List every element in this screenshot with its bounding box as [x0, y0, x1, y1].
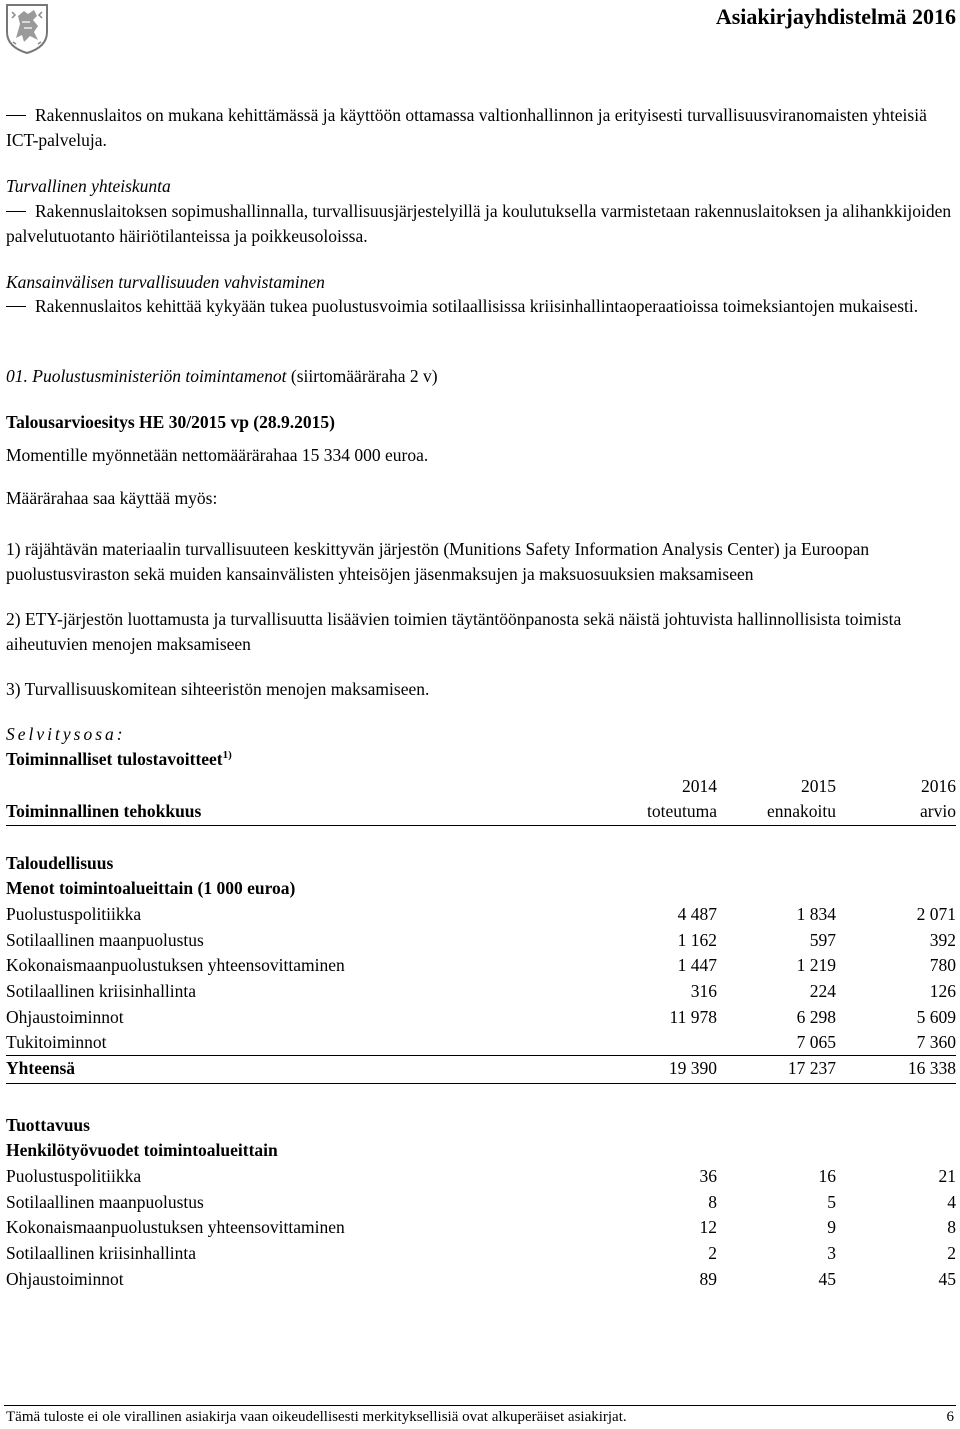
table-row: Sotilaallinen maanpuolustus 1 162 597 392	[6, 929, 956, 950]
intro-paragraph: Rakennuslaitos on mukana kehittämässä ja käyttöön ottamassa valtionhallinnon ja erityisesti turvallisuusviranomaisten yhteisiä ICT-palveluja.	[6, 105, 927, 150]
usage-item-2: 2) ETY-järjestön luottamusta ja turvallisuutta lisäävien toimien täytäntöönpanosta sekä näistä johtuvista hallinnollisista toimista aiheutuvien menojen maksamiseen	[6, 609, 902, 654]
goals-title: Toiminnalliset tulostavoitteet$^{1)}$	[6, 749, 232, 769]
table-header-years	[6, 773, 956, 799]
page-number: 6	[946, 1409, 954, 1425]
usage-item-3: 3) Turvallisuuskomitean sihteeristön menojen maksamiseen.	[6, 679, 430, 699]
taloudellisuus-table	[6, 850, 956, 1081]
table-header-kinds	[6, 799, 956, 825]
table-total-row: Yhteensä 19 390 17 237 16 338	[6, 1056, 956, 1082]
kind-2015: ennakoitu	[766, 801, 836, 822]
taloudellisuus-heading: Taloudellisuus	[6, 852, 114, 873]
table-header-rule	[6, 825, 956, 826]
taloudellisuus-subheading: Menot toimintoalueittain (1 000 euroa)	[6, 878, 296, 899]
section-heading-kansainvalinen: Kansainvälisen turvallisuuden vahvistaminen	[6, 272, 325, 292]
tuottavuus-table	[6, 1112, 956, 1292]
tuottavuus-subheading: Henkilötyövuodet toimintoalueittain	[6, 1140, 278, 1161]
table-row: Ohjaustoiminnot 89 45 45	[6, 1268, 956, 1289]
table-label: Toiminnallinen tehokkuus	[6, 801, 202, 822]
footer-disclaimer: Tämä tuloste ei ole virallinen asiakirja vaan oikeudellisesti merkityksellisiä ovat alkuperäiset asiakirjat.	[6, 1409, 627, 1425]
table-row: Puolustuspolitiikka 4 487 1 834 2 071	[6, 904, 956, 925]
tuottavuus-heading: Tuottavuus	[6, 1114, 90, 1135]
dash-bullet	[6, 306, 26, 307]
year-2015: 2015	[801, 775, 836, 796]
page-footer	[6, 1407, 956, 1427]
kind-2014: toteutuma	[647, 801, 717, 822]
table-row: Kokonaismaanpuolustuksen yhteensovittaminen 1 447 1 219 780	[6, 955, 956, 976]
year-2016: 2016	[921, 775, 956, 796]
section-heading-turvallinen: Turvallinen yhteiskunta	[6, 176, 171, 196]
table-row: Tukitoiminnot 7 065 7 360	[6, 1032, 956, 1052]
kansainvalinen-paragraph: Rakennuslaitos kehittää kykyään tukea puolustusvoimia sotilaallisissa kriisinhallintaoperaatioissa toimeksiantojen mukaisesti.	[6, 294, 956, 319]
page-header	[0, 0, 960, 62]
finnish-lion-emblem-icon	[4, 2, 50, 54]
goals-table-header	[6, 773, 956, 824]
footer-rule	[4, 1405, 956, 1406]
table-row: Sotilaallinen maanpuolustus 8 5 4	[6, 1191, 956, 1212]
moment-heading: 01. Puolustusministeriön toimintamenot (siirtomääräraha 2 v)	[6, 366, 438, 386]
dash-bullet	[6, 211, 26, 212]
usage-item-1: 1) räjähtävän materiaalin turvallisuuteen keskittyvän järjestön (Munitions Safety Information Analysis Center) ja Euroopan puolustusviraston sekä muiden kansainvälisten yhteisöjen jäsenmaksujen ja maksuosuuksien maksamiseen	[6, 539, 870, 584]
dash-bullet	[6, 115, 26, 116]
table-row: Sotilaallinen kriisinhallinta 2 3 2	[6, 1243, 956, 1264]
total-bottom-rule	[6, 1083, 956, 1084]
appropriation-text: Momentille myönnetään nettomäärärahaa 15 334 000 euroa.	[6, 445, 429, 465]
table-row: Ohjaustoiminnot 11 978 6 298 5 609	[6, 1006, 956, 1027]
table-row: Puolustuspolitiikka 36 16 21	[6, 1166, 956, 1187]
table-row: Kokonaismaanpuolustuksen yhteensovittaminen 12 9 8	[6, 1217, 956, 1238]
table-row: Sotilaallinen kriisinhallinta 316 224 126	[6, 981, 956, 1002]
kind-2016: arvio	[920, 801, 956, 822]
turvallinen-paragraph: Rakennuslaitoksen sopimushallinnalla, turvallisuusjärjestelyillä ja koulutuksella varmistetaan rakennuslaitoksen ja alihankkijoiden palvelutuotanto häiriötilanteissa ja poikkeusoloissa.	[6, 201, 952, 246]
year-2014: 2014	[682, 775, 717, 796]
document-title: Asiakirjayhdistelmä 2016	[715, 4, 956, 29]
selvitysosa-label: Selvitysosa:	[6, 724, 126, 744]
usage-intro: Määrärahaa saa käyttää myös:	[6, 488, 218, 508]
budget-heading: Talousarvioesitys HE 30/2015 vp (28.9.2015)	[6, 412, 335, 432]
